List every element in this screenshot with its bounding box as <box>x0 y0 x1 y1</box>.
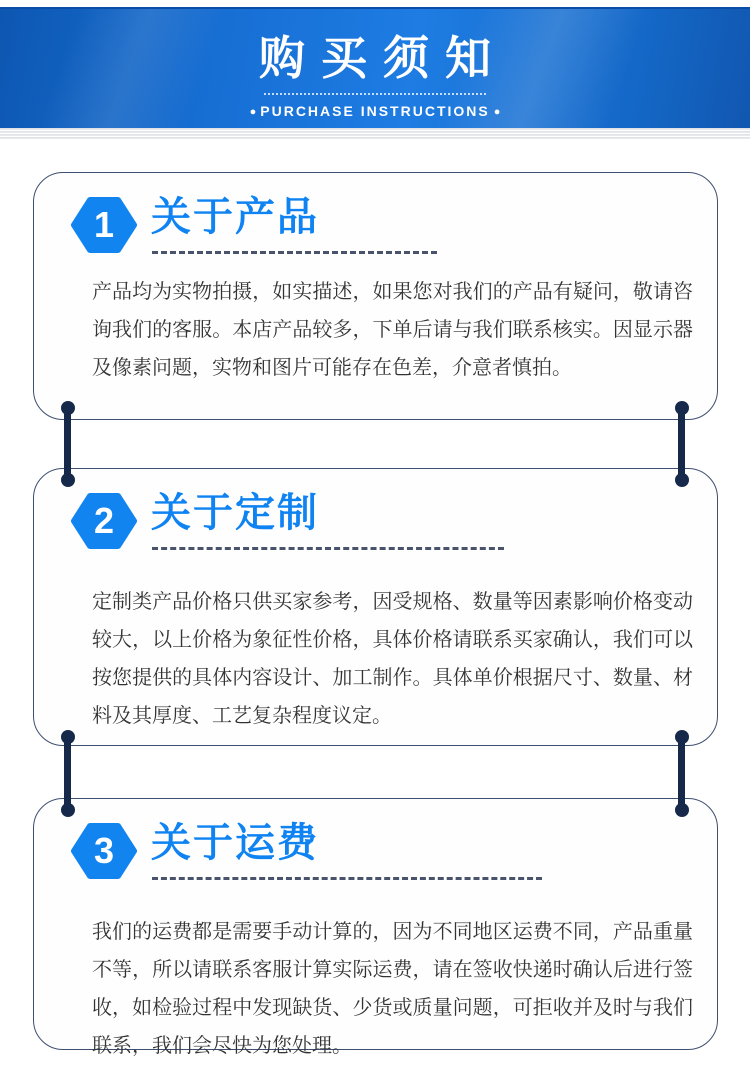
purchase-instructions-banner <box>0 7 750 128</box>
section-title: 关于定制 <box>151 491 319 535</box>
connector-line <box>678 737 685 810</box>
section-body-text: 我们的运费都是需要手动计算的，因为不同地区运费不同，产品重量不等，所以请联系客服计算实际运费，请在签收快递时确认后进行签收，如检验过程中发现缺货、少货或质量问题，可拒收并及时与我们联系，我们会尽快为您处理。 <box>92 921 693 1057</box>
banner-subtitle-text: PURCHASE INSTRUCTIONS <box>260 103 490 119</box>
section-card-about-product <box>33 172 718 420</box>
section-card-about-customization <box>33 468 718 746</box>
section-number: 3 <box>93 830 115 871</box>
section-number: 1 <box>93 204 115 245</box>
banner-title: 购买须知 <box>259 32 507 84</box>
connector-line <box>64 408 71 480</box>
section-number-badge <box>71 492 137 550</box>
section-number-badge <box>71 196 137 254</box>
section-title: 关于产品 <box>151 195 319 239</box>
section-body-text: 定制类产品价格只供买家参考，因受规格、数量等因素影响价格变动较大，以上价格为象征性价格，具体价格请联系买家确认，我们可以按您提供的具体内容设计、加工制作。具体单价根据尺寸、数量、材料及其厚度、工艺复杂程度议定。 <box>92 591 693 727</box>
section-number-badge <box>71 822 137 880</box>
banner-subtitle <box>0 103 750 119</box>
section-title: 关于运费 <box>151 821 319 865</box>
title-dashed-underline <box>152 251 437 254</box>
bullet-icon: ● <box>249 106 257 118</box>
connector-line <box>678 408 685 480</box>
banner-dotted-divider <box>264 93 486 95</box>
title-dashed-underline <box>152 877 542 880</box>
connector-line <box>64 737 71 810</box>
bullet-icon: ● <box>493 106 501 118</box>
section-card-about-shipping <box>33 798 718 1057</box>
section-number: 2 <box>93 500 115 541</box>
banner-bottom-stripes <box>0 128 750 140</box>
section-body-text: 产品均为实物拍摄，如实描述，如果您对我们的产品有疑问，敬请咨询我们的客服。本店产品较多，下单后请与我们联系核实。因显示器及像素问题，实物和图片可能存在色差，介意者慎拍。 <box>92 281 693 379</box>
title-dashed-underline <box>152 547 504 550</box>
